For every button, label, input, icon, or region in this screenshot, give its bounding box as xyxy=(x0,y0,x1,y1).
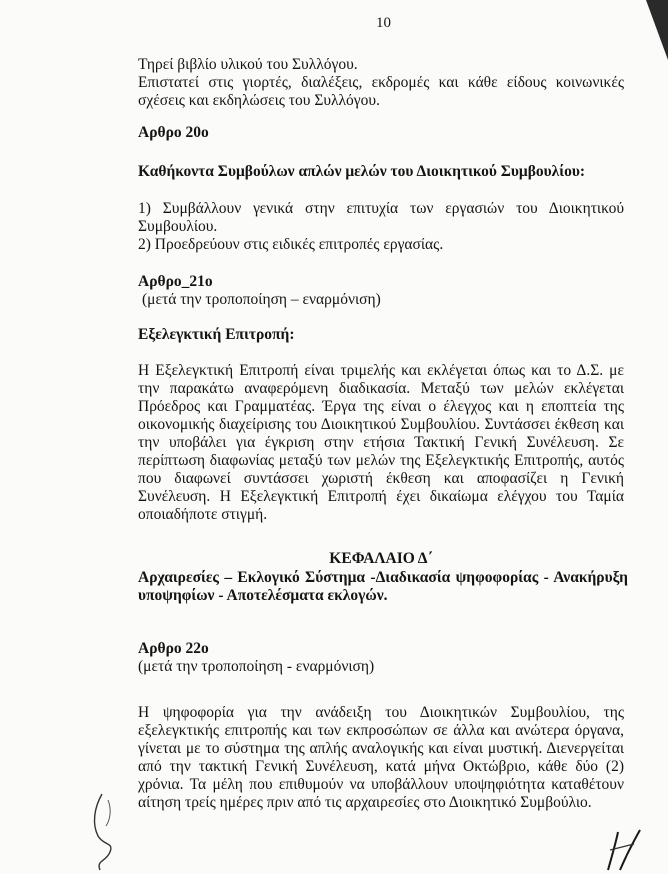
article-20-item-1: 1) Συμβάλλουν γενικά στην επιτυχία των εργασιών του Διοικητικού Συμβουλίου. xyxy=(138,200,624,235)
article-22-note: (μετά την τροποποίηση - εναρμόνιση) xyxy=(138,658,375,675)
article-21-body: Η Εξελεγκτική Επιτροπή είναι τριμελής και εκλέγεται όπως και το Δ.Σ. με την παρακάτω αναφερόμενη διαδικασία. Μεταξύ των μελών εκλέγεται Πρόεδρος και Γραμματέας. Έργα της είναι ο έλεγχος και η εποπτεία της οικονομικής διαχείρισης του Διοικητικού Συμβουλίου. Συντάσσει έκθεση και την υποβάλει για έγκριση στην ετήσια Τακτική Γενική Συνέλευση. Σε περίπτωση διαφωνίας μεταξύ των μελών της Εξελεγκτικής Επιτροπής, αυτός που διαφωνεί συντάσσει χωριστή έκθεση και αποφασίζει η Γενική Συνέλευση. Η Εξελεγκτική Επιτροπή έχει δικαίωμα ελέγχου του Ταμία οποιαδήποτε στιγμή. xyxy=(138,362,624,523)
article-20-subheading: Καθήκοντα Συμβούλων απλών μελών του Διοικητικού Συμβουλίου: xyxy=(138,163,586,180)
article-22-body: Η ψηφοφορία για την ανάδειξη του Διοικητικών Συμβουλίου, της εξελεγκτικής επιτροπής και των εκπροσώπων σε άλλα και ανώτερα όργανα, γίνεται με το σύστημα της απλής αναλογικής και είναι μυστική. Διενεργείται από την τακτική Γενική Συνέλευση, κατά μήνα Οκτώβριο, κάθε δύο (2) χρόνια. Τα μέλη που επιθυμούν να υποβάλλουν υποψηφιότητα καταθέτουν αίτηση τρείς ημέρες πριν από τις αρχαιρεσίες στο Διοικητικό Συμβούλιο. xyxy=(138,704,624,811)
article-21-heading: Αρθρο_21ο xyxy=(138,273,213,290)
article-21-note: (μετά την τροποποίηση – εναρμόνιση) xyxy=(142,291,381,308)
chapter-title: ΚΕΦΑΛΑΙΟ Δ΄ xyxy=(329,550,433,567)
intro-line-1: Τηρεί βιβλίο υλικού του Συλλόγου. xyxy=(138,56,358,73)
left-margin-initials xyxy=(88,790,122,874)
chapter-subtitle: Αρχαιρεσίες – Εκλογικό Σύστημα -Διαδικασία ψηφοφορίας - Ανακήρυξη υποψηφίων - Αποτελέσματα εκλογών. xyxy=(138,569,628,604)
article-20-item-2: 2) Προεδρεύουν στις ειδικές επιτροπές εργασίας. xyxy=(138,236,444,253)
scan-edge-shadow xyxy=(628,0,668,60)
article-22-heading: Αρθρο 22ο xyxy=(138,640,209,657)
intro-line-2: Επιστατεί στις γιορτές, διαλέξεις, εκδρομές και κάθε είδους κοινωνικές σχέσεις και εκδηλώσεις του Συλλόγου. xyxy=(138,74,624,109)
article-21-subheading: Εξελεγκτική Επιτροπή: xyxy=(138,326,295,343)
page-number: 10 xyxy=(376,15,391,31)
intro-paragraph xyxy=(138,56,624,110)
right-corner-signature xyxy=(598,826,646,872)
article-20-heading: Αρθρο 20ο xyxy=(138,124,209,141)
